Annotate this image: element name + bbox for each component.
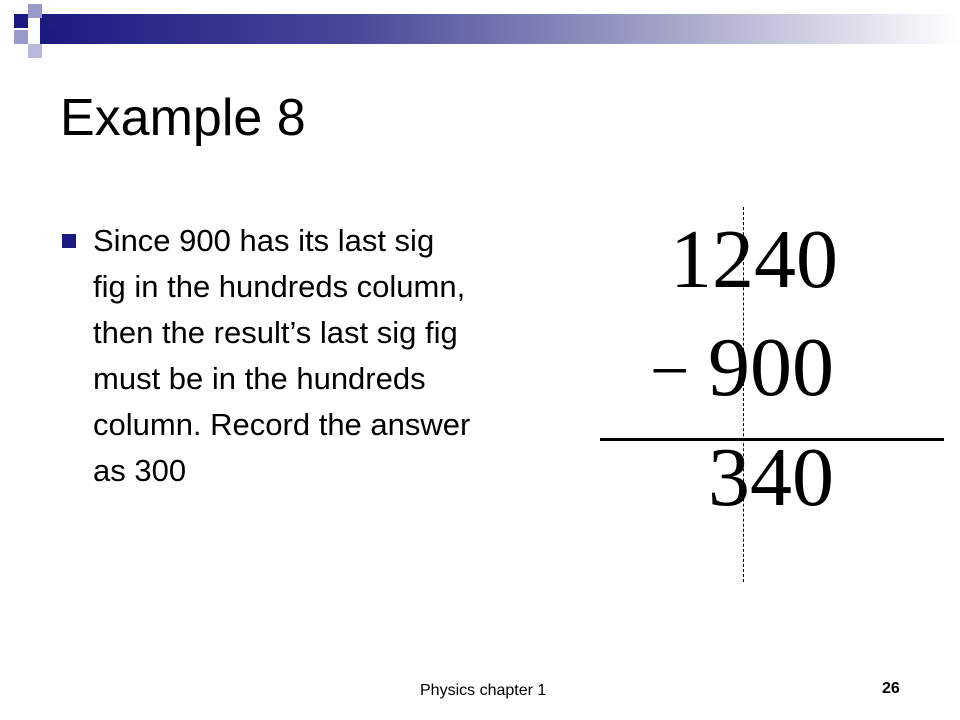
bullet-text: Since 900 has its last sig fig in the hundreds column, then the result’s last sig fig must be in the hundreds column. Record the answer as 300 — [93, 223, 471, 488]
minus-sign: − — [650, 333, 690, 410]
header-square-light-3 — [28, 44, 42, 58]
result: 340 — [708, 431, 834, 524]
slide-title: Example 8 — [60, 89, 306, 147]
header-square-light-1 — [28, 4, 42, 18]
subtrahend: 900 — [708, 321, 834, 414]
hundreds-column-dashed-line — [743, 207, 744, 582]
footer-text: Physics chapter 1 — [420, 682, 547, 699]
header-gradient-bar — [40, 14, 960, 44]
header-square-dark-2 — [42, 30, 56, 44]
page-number: 26 — [882, 680, 900, 697]
header-square-light-2 — [14, 30, 28, 44]
bullet-square-icon — [62, 234, 76, 248]
minuend: 1240 — [670, 213, 838, 306]
header-square-dark-1 — [14, 14, 28, 28]
